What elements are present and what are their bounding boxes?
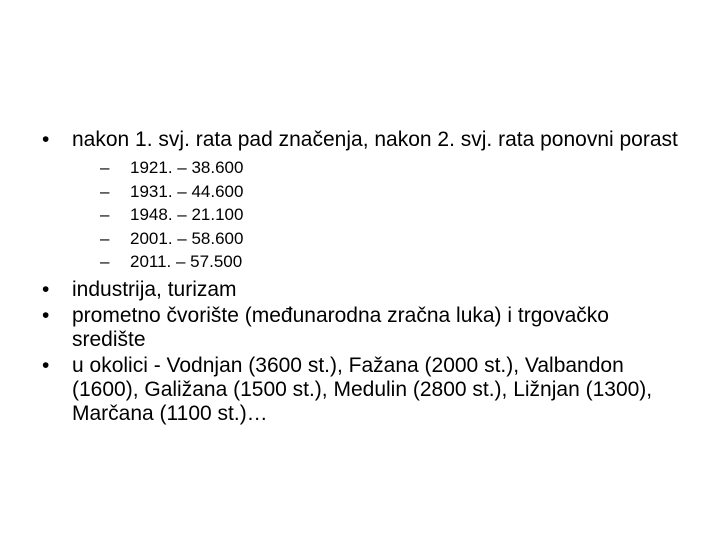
sub-text: 2001. – 58.600 <box>130 228 244 248</box>
bullet-item-4 <box>42 354 682 426</box>
dash-mark: – <box>100 205 110 224</box>
bullet-item-3 <box>42 304 682 352</box>
sub-item-2011 <box>72 250 682 274</box>
bullet-mark: • <box>42 277 50 301</box>
bullet-text-2: industrija, turizam <box>72 277 237 301</box>
sub-item-1921 <box>72 156 682 180</box>
sub-item-1948 <box>72 203 682 227</box>
bullet-mark: • <box>42 303 50 327</box>
sub-text: 1921. – 38.600 <box>130 158 244 177</box>
bullet-text-4: u okolici - Vodnjan (3600 st.), Fažana (2000 st.), Valbandon (1600), Galižana (1500 st.), Medulin (2800 st.), Ližnjan (1300), Marčana (1100 st.)… <box>72 353 653 425</box>
bullet-mark: • <box>42 128 50 151</box>
sub-text: 1948. – 21.100 <box>130 205 244 224</box>
dash-mark: – <box>100 228 110 248</box>
dash-mark: – <box>100 158 110 177</box>
bullet-text-3: prometno čvorište (međunarodna zračna luka) i trgovačko središte <box>72 303 609 351</box>
sub-item-2001 <box>72 227 682 251</box>
dash-mark: – <box>100 181 110 201</box>
bullet-text-1: nakon 1. svj. rata pad značenja, nakon 2. svj. rata ponovni porast <box>72 128 678 151</box>
bullet-item-1 <box>42 128 682 274</box>
sub-item-1931 <box>72 180 682 204</box>
dash-mark: – <box>100 252 110 271</box>
bullet-item-2 <box>42 278 682 302</box>
sub-list <box>72 156 682 274</box>
bullet-mark: • <box>42 353 50 377</box>
sub-text: 1931. – 44.600 <box>130 181 244 201</box>
bullet-list <box>42 128 682 428</box>
sub-text: 2011. – 57.500 <box>130 252 243 271</box>
